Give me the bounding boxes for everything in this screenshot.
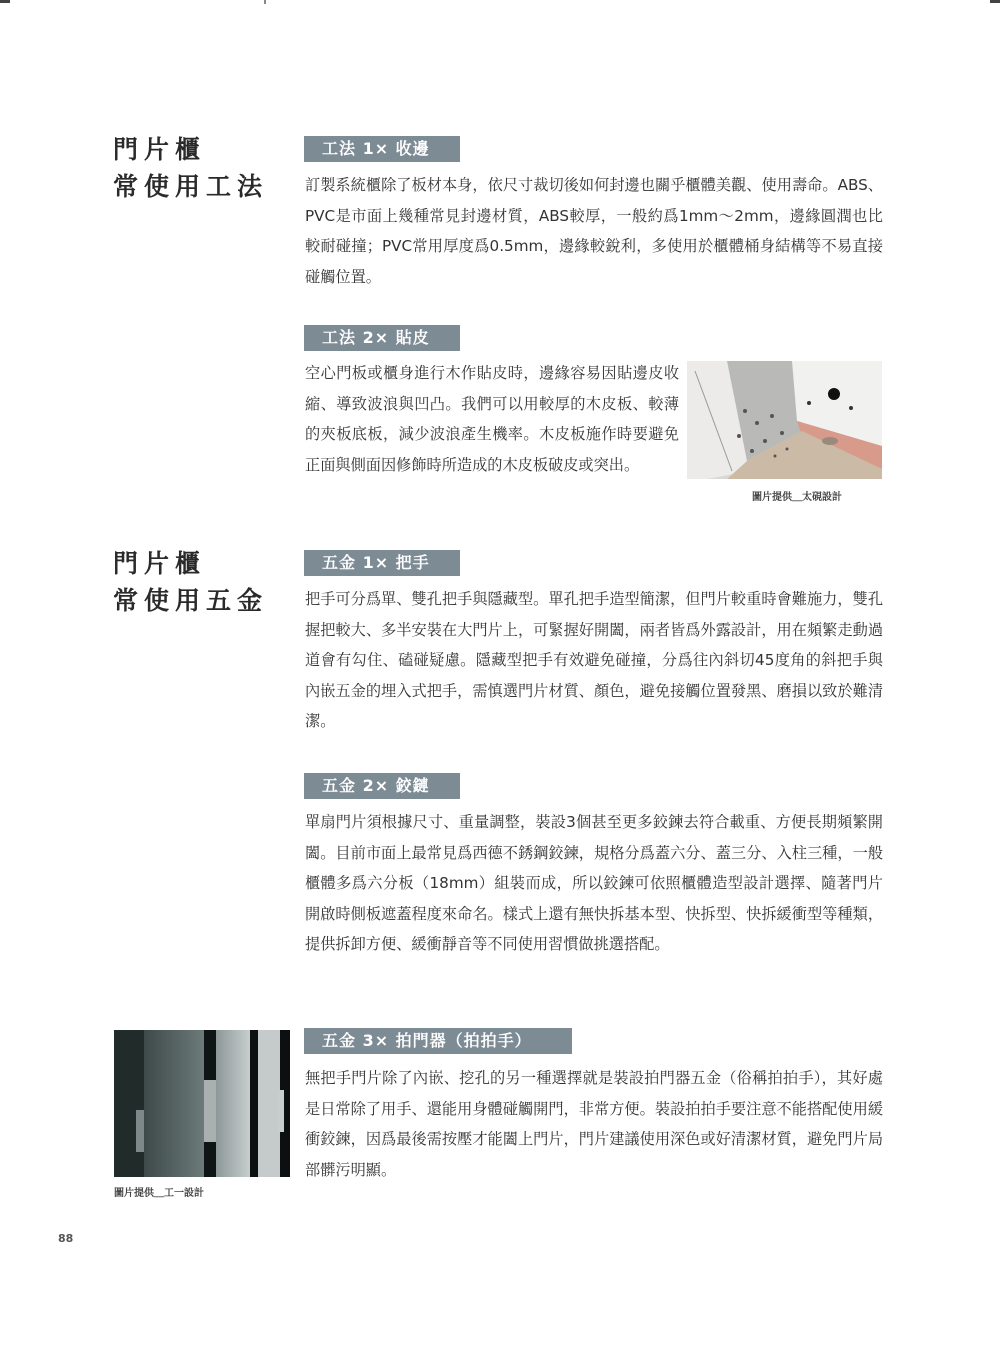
item-label: 五金 3× 拍門器（拍拍手） xyxy=(304,1028,572,1054)
section-title-line: 門片櫃 xyxy=(113,135,207,164)
crop-mark xyxy=(990,0,1000,3)
item-label: 工法 1× 收邊 xyxy=(304,136,460,162)
page-number: 88 xyxy=(58,1232,74,1245)
item-body: 訂製系統櫃除了板材本身，依尺寸裁切後如何封邊也關乎櫃體美觀、使用壽命。ABS、PVC是市面上幾種常見封邊材質，ABS較厚，一般約爲1mm～2mm，邊緣圓潤也比較耐碰撞；PVC常用厚度爲0.5mm，邊緣較銳利，多使用於櫃體桶身結構等不易直接碰觸位置。 xyxy=(305,176,883,286)
item-body: 單扇門片須根據尺寸、重量調整，裝設3個甚至更多鉸鍊去符合載重、方便長期頻繁開闔。目前市面上最常見爲西德不銹鋼鉸鍊，規格分爲蓋六分、蓋三分、入柱三種，一般櫃體多爲六分板（18mm）組裝而成，所以鉸鍊可依照櫃體造型設計選擇、隨著門片開啟時側板遮蓋程度來命名。樣式上還有無快拆基本型、快拆型、快拆緩衝型等種類，提供拆卸方便、緩衝靜音等不同使用習慣做挑選搭配。 xyxy=(305,813,883,953)
item-label: 五金 2× 鉸鏈 xyxy=(304,773,460,799)
section-title-line: 常使用工法 xyxy=(113,172,269,201)
section-title-line: 常使用五金 xyxy=(113,586,269,615)
photo-credit: 圖片提供＿太硯設計 xyxy=(752,492,842,503)
door-photo-illustration xyxy=(114,1030,290,1177)
photo-push-latch-doors xyxy=(114,1030,290,1177)
crop-mark xyxy=(264,0,266,4)
item-body: 空心門板或櫃身進行木作貼皮時，邊緣容易因貼邊皮收縮、導致波浪與凹凸。我們可以用較厚的木皮板、較薄的夾板底板，減少波浪產生機率。木皮板施作時要避免正面與側面因修飾時所造成的木皮板破皮或突出。 xyxy=(305,364,679,474)
photo-credit: 圖片提供＿工一設計 xyxy=(114,1188,204,1199)
cabinet-photo-illustration xyxy=(687,361,882,479)
item-label: 五金 1× 把手 xyxy=(304,550,460,576)
section-title-hardware xyxy=(113,545,268,619)
section-title-line: 門片櫃 xyxy=(113,549,207,578)
item-body: 無把手門片除了內嵌、挖孔的另一種選擇就是裝設拍門器五金（俗稱拍拍手），其好處是日常除了用手、還能用身體碰觸開門，非常方便。裝設拍拍手要注意不能搭配使用緩衝鉸鍊，因爲最後需按壓才能闔上門片，門片建議使用深色或好清潔材質，避免門片局部髒污明顯。 xyxy=(305,1069,883,1179)
crop-mark xyxy=(0,0,10,3)
item-label: 工法 2× 貼皮 xyxy=(304,325,460,351)
item-body: 把手可分爲單、雙孔把手與隱藏型。單孔把手造型簡潔，但門片較重時會難施力，雙孔握把較大、多半安裝在大門片上，可緊握好開闔，兩者皆爲外露設計，用在頻繁走動過道會有勾住、磕碰疑慮。隱藏型把手有效避免碰撞，分爲往內斜切45度角的斜把手與內嵌五金的埋入式把手，需慎選門片材質、顏色，避免接觸位置發黑、磨損以致於難清潔。 xyxy=(305,590,883,730)
photo-veneer-cabinet xyxy=(687,361,882,479)
section-title-methods xyxy=(113,131,268,205)
